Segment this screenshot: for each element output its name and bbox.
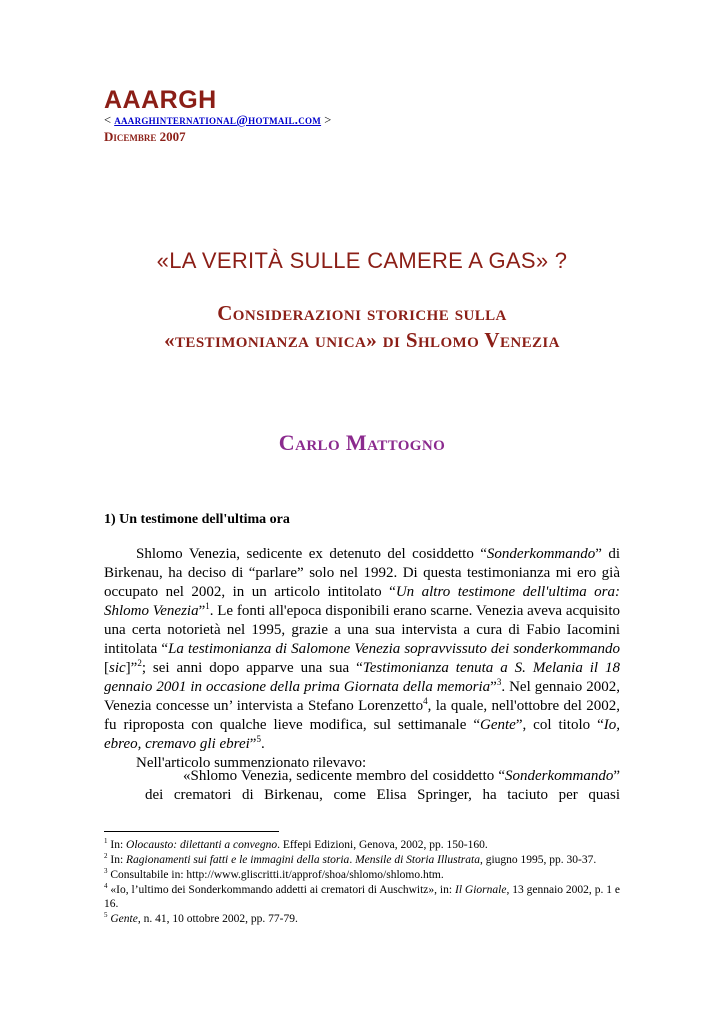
text-run: . Le fonti all'epoca disponibili erano scarne. Venezia aveva acquisito una certa notorietà nel 1995, grazie a una sua intervista a cura di Fabio Iacomini intitolata “	[104, 603, 620, 657]
paragraph-2: Nell'articolo summenzionato rilevavo:	[136, 755, 367, 771]
site-title: AAARGH	[104, 86, 217, 114]
text-run: «Shlomo Venezia, sedicente membro del cosiddetto “	[183, 768, 505, 784]
italic-run: Sonderkommando	[486, 546, 596, 562]
italic-run: Il Giornale	[454, 884, 507, 896]
text-run: In:	[107, 839, 127, 851]
text-run: ]”	[125, 660, 138, 676]
italic-run: Sonderkommando	[505, 768, 614, 784]
italic-run: sic	[109, 660, 126, 676]
text-run: ”, col titolo “	[515, 717, 604, 733]
text-run: .	[260, 736, 265, 752]
text-run: ”	[249, 736, 257, 752]
footnote-3	[104, 868, 620, 882]
footnote-number: 5	[104, 911, 108, 920]
footnote-number: 1	[104, 837, 108, 846]
footnote-number: 2	[104, 852, 108, 861]
footnote-ref-3[interactable]: 3	[496, 677, 502, 687]
footnote-1	[104, 838, 620, 852]
text-run: «Io, l’ultimo dei Sonderkommando addetti ai crematori di Auschwitz», in:	[107, 884, 455, 896]
text-run: ; sei anni dopo apparve una sua “	[141, 660, 363, 676]
italic-run: Un altro testimone dell'ultima ora: Shlomo Venezia	[104, 584, 620, 619]
footnote-number: 3	[104, 867, 108, 876]
italic-run: Olocausto: dilettanti a convegno	[126, 839, 278, 851]
footnote-separator	[104, 831, 279, 832]
email-link[interactable]: aaarghinternational@hotmail.com	[114, 113, 322, 127]
subtitle-line-1: Considerazioni storiche sulla	[217, 301, 507, 325]
email-close: >	[321, 113, 332, 127]
section-heading: 1) Un testimone dell'ultima ora	[104, 512, 290, 527]
text-run: Consultabile in: http://www.gliscritti.it/approf/shoa/shlomo/shlomo.htm.	[107, 869, 444, 881]
italic-run: Io, ebreo, cremavo gli ebrei	[104, 717, 621, 752]
text-run: ”	[490, 679, 497, 695]
paragraph-1	[104, 545, 620, 754]
footnotes	[104, 838, 620, 927]
footnote-ref-2[interactable]: 2	[137, 658, 142, 668]
footnote-ref-5[interactable]: 5	[256, 734, 261, 744]
main-title: «LA VERITÀ SULLE CAMERE A GAS» ?	[156, 248, 568, 273]
subtitle-line-2: «testimonianza unica» di Shlomo Venezia	[164, 328, 560, 352]
text-run: In:	[107, 854, 127, 866]
footnote-number: 4	[104, 882, 108, 891]
text-run: , n. 41, 10 ottobre 2002, pp. 77-79.	[137, 913, 298, 925]
text-run: . Effepi Edizioni, Genova, 2002, pp. 150-160.	[277, 839, 488, 851]
email-open: <	[104, 113, 115, 127]
italic-run: Gente	[479, 717, 516, 733]
footnote-4	[104, 883, 620, 911]
footnote-2	[104, 853, 620, 867]
body-text	[104, 545, 620, 773]
footnote-ref-1[interactable]: 1	[205, 601, 210, 611]
quote-paragraph	[145, 767, 620, 805]
text-run: Shlomo Venezia, sedicente ex detenuto del cosiddetto “	[136, 546, 487, 562]
block-quote	[145, 767, 620, 805]
text-run: , la quale, nell'ottobre del 2002, fu riproposta con qualche lieve modifica, sul settimanale “	[104, 698, 620, 733]
author-name: Carlo Mattogno	[278, 430, 446, 455]
text-run: ” dei crematori di Birkenau, come Elisa Springer, ha taciuto per quasi	[145, 768, 620, 803]
footnote-5	[104, 912, 620, 926]
italic-run: Mensile di Storia Illustrata	[355, 854, 480, 866]
italic-run: Testimonianza tenuta a S. Melania il 18 gennaio 2001 in occasione della prima Giornata della memoria	[104, 660, 621, 695]
text-run: ” di Birkenau, ha deciso di “parlare” solo nel 1992. Di questa testimonianza mi ero già occupato nel 2002, in un articolo intitolato “	[104, 546, 621, 600]
italic-run: Gente	[110, 913, 138, 925]
italic-run: Ragionamenti sui fatti e le immagini della storia	[126, 854, 350, 866]
italic-run: La testimonianza di Salomone Venezia sopravvissuto dei sonderkommando	[168, 641, 620, 657]
text-run: ”	[198, 603, 206, 619]
text-run: , giugno 1995, pp. 30-37.	[479, 854, 597, 866]
text-run: [	[104, 660, 109, 676]
text-run: . Nel gennaio 2002, Venezia concesse un’ intervista a Stefano Lorenzetto	[104, 679, 620, 714]
email-line	[104, 113, 331, 128]
text-run: , 13 gennaio 2002, p. 1 e 16.	[104, 884, 620, 910]
publication-date: Dicembre 2007	[104, 129, 186, 144]
text-run: .	[349, 854, 356, 866]
footnote-ref-4[interactable]: 4	[423, 696, 428, 706]
